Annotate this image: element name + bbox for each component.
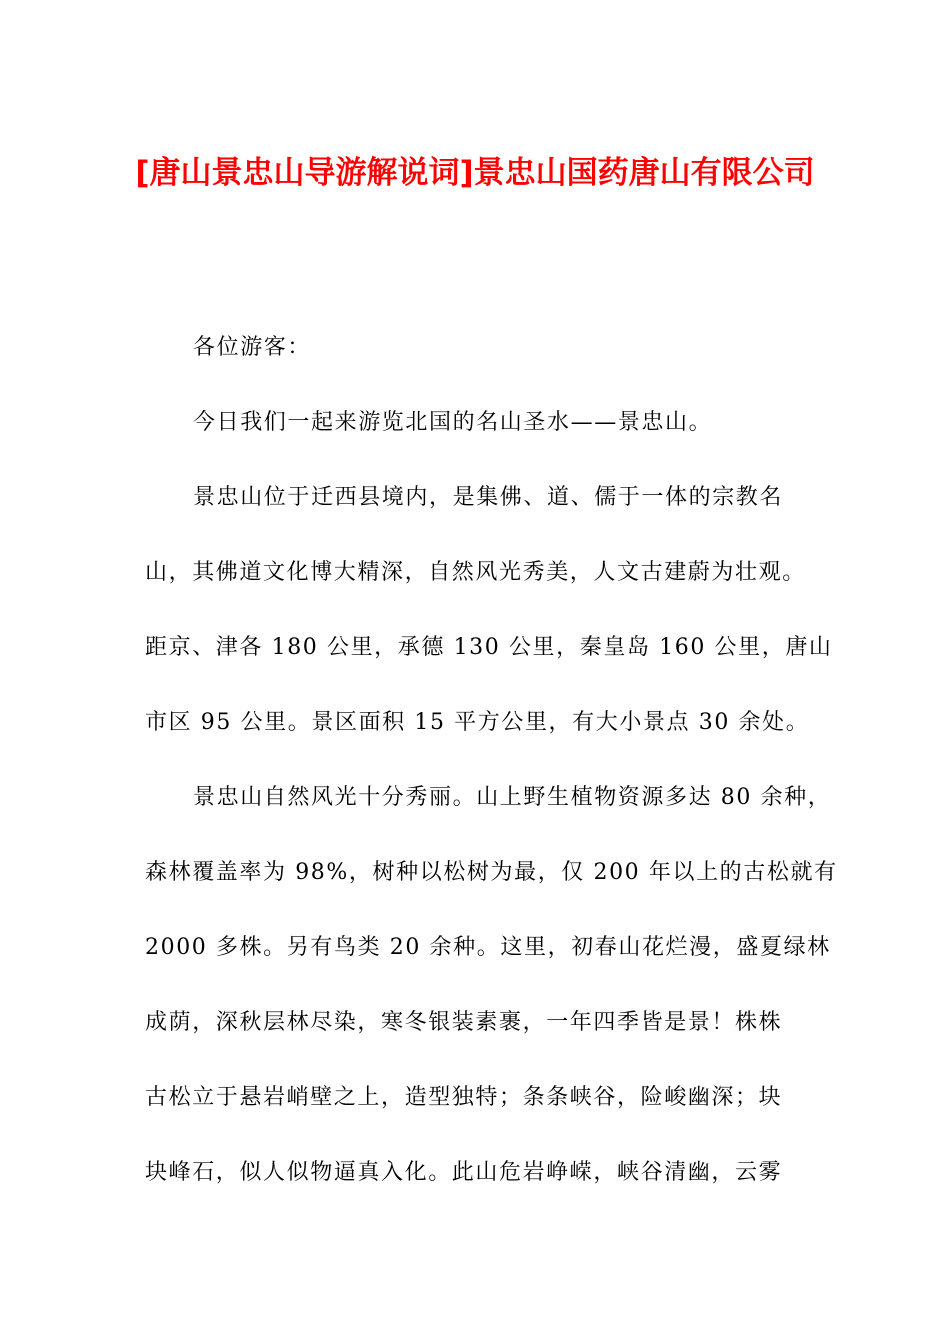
paragraph-line: 山，其佛道文化博大精深，自然风光秀美，人文古建蔚为壮观。 — [145, 560, 806, 585]
paragraph-line: 市区 95 公里。景区面积 15 平方公里，有大小景点 30 余处。 — [145, 710, 810, 735]
paragraph-line: 2000 多株。另有鸟类 20 余种。这里，初春山花烂漫，盛夏绿林 — [145, 935, 831, 960]
paragraph-line: 今日我们一起来游览北国的名山圣水——景忠山。 — [193, 410, 713, 435]
paragraph-line: 块峰石，似人似物逼真入化。此山危岩峥嵘，峡谷清幽，云雾 — [145, 1160, 783, 1185]
paragraph-line: 成荫，深秋层林尽染，寒冬银装素裹，一年四季皆是景！株株 — [145, 1010, 783, 1035]
paragraph-line: 古松立于悬岩峭壁之上，造型独特；条条峡谷，险峻幽深；块 — [145, 1085, 783, 1110]
paragraph-line: 距京、津各 180 公里，承德 130 公里，秦皇岛 160 公里，唐山 — [145, 635, 833, 660]
document-title: [唐山景忠山导游解说词]景忠山国药唐山有限公司 — [135, 155, 815, 191]
paragraph-line: 景忠山位于迁西县境内，是集佛、道、儒于一体的宗教名 — [193, 485, 784, 510]
paragraph-line: 景忠山自然风光十分秀丽。山上野生植物资源多达 80 余种， — [193, 785, 832, 810]
paragraph-line: 森林覆盖率为 98%，树种以松树为最，仅 200 年以上的古松就有 — [145, 860, 838, 885]
salutation-line: 各位游客： — [193, 335, 312, 360]
